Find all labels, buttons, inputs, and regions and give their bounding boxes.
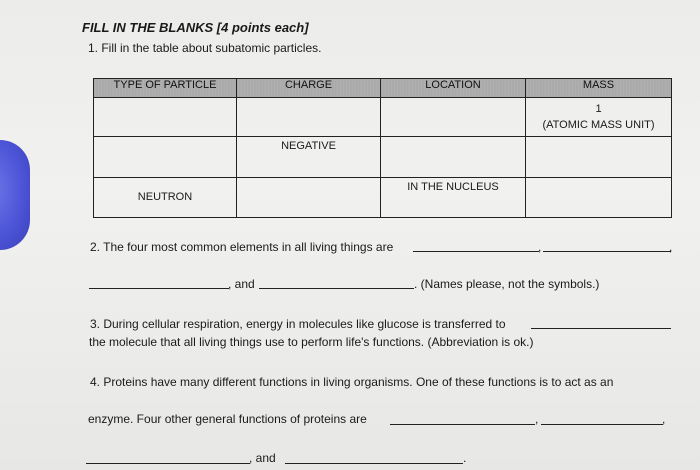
question-4-text: 4. Proteins have many different functions in living organisms. One of these functions is to act as an	[90, 375, 614, 389]
question-3-text: 3. During cellular respiration, energy in molecules like glucose is transferred to	[90, 317, 506, 331]
period: .	[463, 451, 467, 465]
question-4-text-line2: enzyme. Four other general functions of proteins are	[88, 412, 367, 426]
cell-charge-negative: NEGATIVE	[237, 137, 381, 177]
cell-location-nucleus: IN THE NUCLEUS	[381, 177, 526, 217]
header-charge: CHARGE	[237, 79, 381, 98]
comma: ,	[669, 240, 673, 254]
cell-blank[interactable]	[381, 98, 526, 137]
mass-value: 1	[595, 103, 602, 116]
cell-blank[interactable]	[94, 98, 237, 137]
answer-blank[interactable]	[89, 278, 229, 289]
names-note: . (Names please, not the symbols.)	[414, 277, 600, 291]
cell-mass	[526, 98, 672, 137]
header-location: LOCATION	[381, 79, 526, 98]
answer-blank[interactable]	[531, 318, 671, 329]
answer-blank[interactable]	[413, 240, 542, 254]
worksheet-title: FILL IN THE BLANKS [4 points each]	[82, 20, 309, 35]
and-text: , and	[249, 451, 276, 465]
table-header-row	[94, 79, 672, 98]
cell-blank[interactable]	[526, 137, 672, 177]
question-3-text-line2: the molecule that all living things use to perform life's functions. (Abbreviation is ok.)	[89, 335, 534, 349]
cell-blank[interactable]	[381, 137, 526, 177]
answer-blank[interactable]	[390, 414, 535, 425]
cell-blank[interactable]	[94, 137, 237, 177]
and-text: , and	[228, 277, 255, 291]
table-row	[94, 137, 672, 177]
table-row	[94, 177, 672, 217]
cell-blank[interactable]	[237, 98, 381, 137]
answer-blank[interactable]	[543, 241, 671, 252]
answer-blank[interactable]	[285, 453, 463, 464]
mass-unit: (ATOMIC MASS UNIT)	[542, 119, 655, 132]
answer-blank[interactable]	[259, 278, 414, 289]
question-1: 1. Fill in the table about subatomic particles.	[88, 41, 322, 55]
cell-blank[interactable]	[237, 177, 381, 217]
thumb-finger	[0, 140, 30, 250]
comma: ,	[538, 240, 542, 254]
question-2-text: 2. The four most common elements in all living things are	[90, 240, 394, 254]
cell-blank[interactable]	[526, 177, 672, 217]
answer-blank[interactable]	[541, 412, 666, 426]
cell-neutron: NEUTRON	[94, 177, 237, 217]
comma: ,	[535, 412, 539, 426]
header-type-of-particle: TYPE OF PARTICLE	[94, 79, 237, 98]
table-row	[94, 98, 672, 137]
comma: ,	[662, 412, 666, 426]
subatomic-particles-table	[93, 78, 672, 218]
answer-blank[interactable]	[86, 453, 250, 464]
header-mass: MASS	[526, 79, 672, 98]
